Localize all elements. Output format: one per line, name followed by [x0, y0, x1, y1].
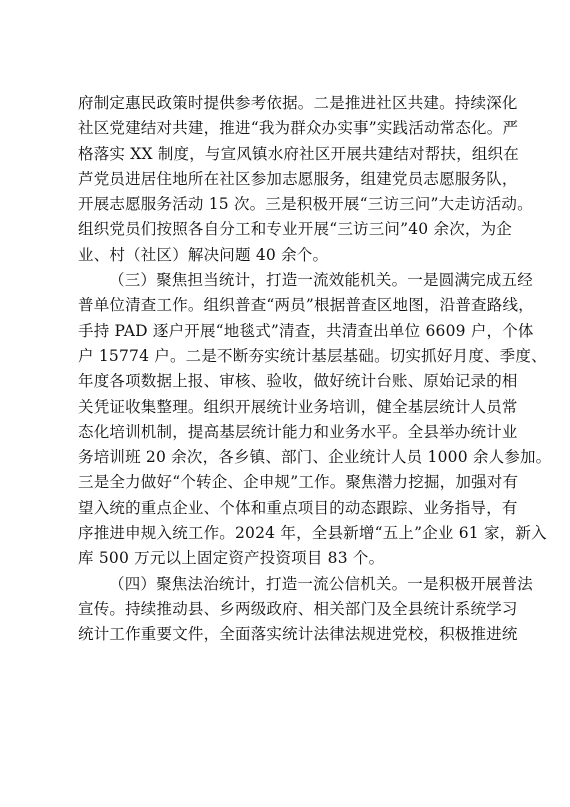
text-line: 年度各项数据上报、审核、验收，做好统计台账、原始记录的相: [78, 372, 518, 391]
text-line: 统计工作重要文件，全面落实统计法律法规进党校，积极推进统: [78, 625, 518, 644]
text-line: 宣传。持续推动县、乡两级政府、相关部门及全县统计系统学习: [78, 599, 518, 618]
document-body: [78, 91, 552, 648]
text-line: 序推进申规入统工作。2024 年，全县新增“五上”企业 61 家，新入: [78, 524, 547, 543]
text-line: 开展志愿服务活动 15 次。三是积极开展“三访三问”大走访活动。: [78, 195, 533, 214]
text-line: 业、村（社区）解决问题 40 余个。: [78, 245, 329, 264]
text-line: 社区党建结对共建，推进“我为群众办实事”实践活动常态化。严: [78, 119, 519, 138]
text-line: 芦党员进居住地所在社区参加志愿服务，组建党员志愿服务队，: [78, 169, 518, 188]
section-heading-line: （三）聚焦担当统计，打造一流效能机关。一是圆满完成五经: [109, 271, 533, 290]
text-line: 组织党员们按照各自分工和专业开展“三访三问”40 余次，为企: [78, 220, 513, 239]
text-line: 普单位清查工作。组织普查“两员”根据普查区地图，沿普查路线，: [78, 296, 534, 315]
text-line: 务培训班 20 余次，各乡镇、部门、企业统计人员 1000 余人参加。: [78, 448, 552, 467]
text-line: 三是全力做好“个转企、企申规”工作。聚焦潜力挖掘，加强对有: [78, 473, 519, 492]
text-line: 手持 PAD 逐户开展“地毯式”清查，共清查出单位 6609 户，个体: [78, 321, 534, 340]
text-line: 格落实 XX 制度，与宣风镇水府社区开展共建结对帮扶，组织在: [78, 144, 519, 163]
text-line: 望入统的重点企业、个体和重点项目的动态跟踪、业务指导，有: [78, 498, 518, 517]
text-line: 态化培训机制，提高基层统计能力和业务水平。全县举办统计业: [78, 422, 518, 441]
text-line: 府制定惠民政策时提供参考依据。二是推进社区共建。持续深化: [78, 94, 518, 112]
text-line: 关凭证收集整理。组织开展统计业务培训，健全基层统计人员常: [78, 397, 518, 416]
section-heading-line: （四）聚焦法治统计，打造一流公信机关。一是积极开展普法: [109, 574, 533, 593]
text-line: 库 500 万元以上固定资产投资项目 83 个。: [78, 549, 385, 568]
text-line: 户 15774 户。二是不断夯实统计基层基础。切实抓好月度、季度、: [78, 346, 547, 365]
